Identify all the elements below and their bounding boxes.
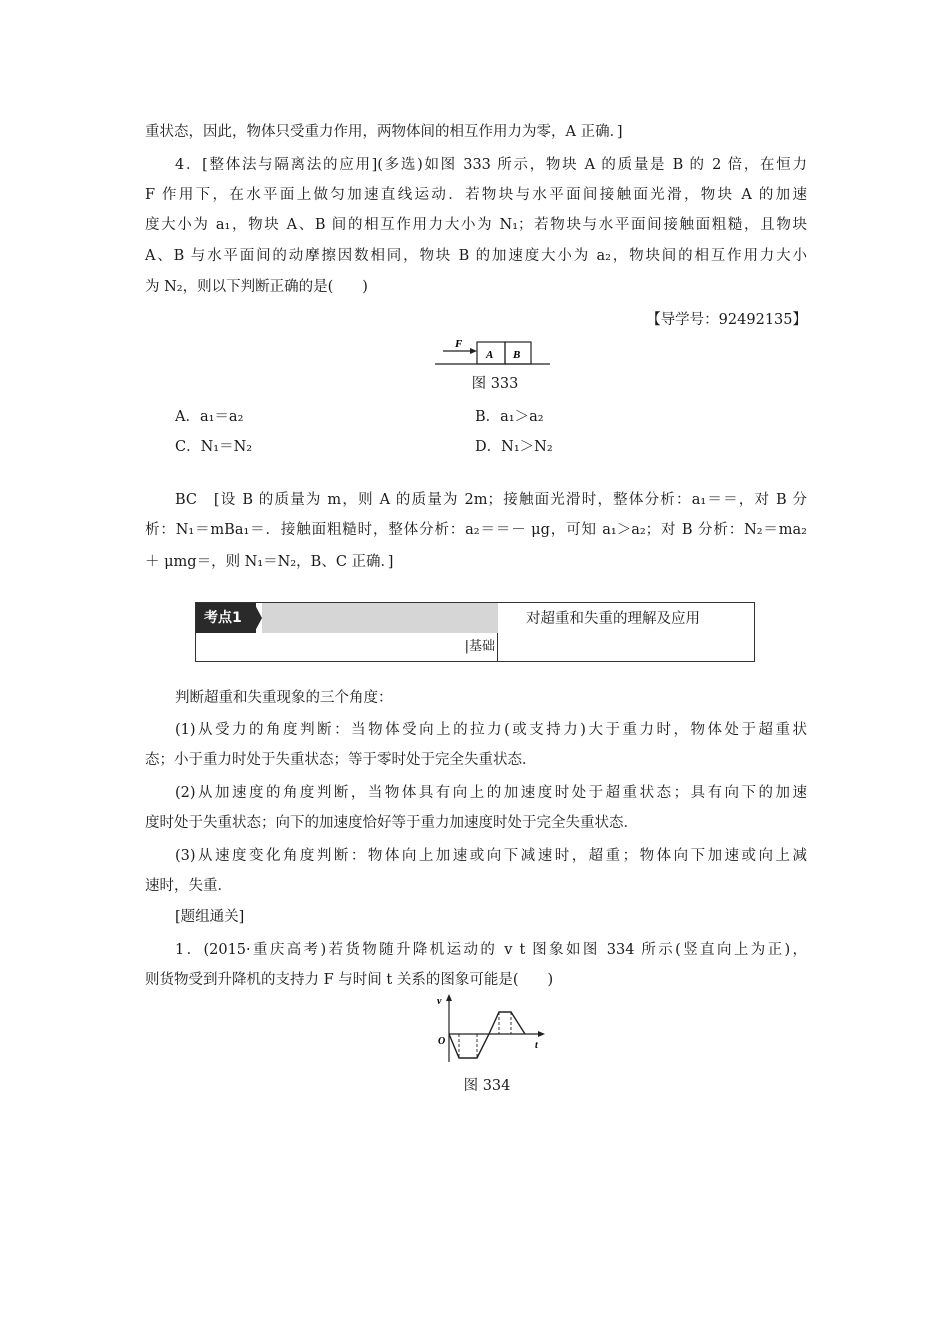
- paragraph-1-line-1: (1)从受力的角度判断：当物体受向上的拉力(或支持力)大于重力时，物体处于超重状: [175, 722, 807, 738]
- t-axis-label: t: [535, 1040, 538, 1051]
- force-label: F: [455, 338, 463, 350]
- block-a-label: A: [486, 349, 494, 361]
- question-4-line-1: 4．[整体法与隔离法的应用](多选)如图 333 所示，物块 A 的质量是 B 的 2 倍，在恒力: [175, 157, 807, 173]
- answer-line-3: ＋ μmg＝，则 N₁＝N₂，B、C 正确．]: [145, 554, 394, 570]
- topic-title: 对超重和失重的理解及应用: [526, 611, 700, 627]
- paragraph-2-line-2: 度时处于失重状态；向下的加速度恰好等于重力加速度时处于完全失重状态．: [145, 815, 638, 831]
- topic-badge: 考点1: [196, 603, 256, 633]
- figure-333-blocks: [435, 336, 555, 368]
- answer-line-2: 析：N₁＝mBa₁＝．接触面粗糙时，整体分析：a₂＝＝－ μg，可知 a₁＞a₂；对 B 分析：N₂＝ma₂: [145, 522, 807, 538]
- text-line-carryover: 重状态，因此，物体只受重力作用，两物体间的相互作用力为零，A 正确．]: [145, 124, 623, 140]
- question-1-line-2: 则货物受到升降机的支持力 F 与时间 t 关系的图象可能是( ): [145, 972, 554, 988]
- topic-badge-arrow: [254, 603, 262, 633]
- block-b-label: B: [513, 349, 521, 361]
- question-4-line-4: A、B 与水平面间的动摩擦因数相同，物块 B 的加速度大小为 a₂，物块间的相互作用力大小: [145, 248, 807, 264]
- topic-level: |基础: [464, 639, 495, 654]
- option-c: C．N₁＝N₂: [175, 439, 253, 455]
- topic-label-area: [196, 603, 498, 661]
- question-1-line-1: 1．(2015·重庆高考)若货物随升降机运动的 v t 图象如图 334 所示(竖直向上为正)，: [175, 942, 807, 958]
- topic-header-box: [195, 602, 755, 662]
- option-d: D．N₁＞N₂: [475, 439, 553, 455]
- origin-label: O: [438, 1036, 446, 1047]
- figure-334-caption: 图 334: [463, 1078, 511, 1094]
- figure-333-caption: 图 333: [471, 376, 519, 392]
- question-4-line-2: F 作用下，在水平面上做匀加速直线运动．若物块与水平面间接触面光滑，物块 A 的加速: [145, 187, 807, 203]
- option-a: A．a₁＝a₂: [175, 409, 244, 425]
- paragraph-2-line-1: (2)从加速度的角度判断，当物体具有向上的加速度时处于超重状态；具有向下的加速: [175, 785, 807, 801]
- topic-gray-bar: [262, 603, 498, 633]
- answer-line-1: BC [设 B 的质量为 m，则 A 的质量为 2m；接触面光滑时，整体分析：a₁＝＝，对 B 分: [175, 492, 807, 508]
- paragraph-intro: 判断超重和失重现象的三个角度：: [175, 690, 393, 706]
- question-4-line-5: 为 N₂，则以下判断正确的是( ): [145, 279, 368, 295]
- guide-number: 【导学号：92492135】: [646, 312, 807, 328]
- figure-334-vt-graph: [425, 992, 550, 1068]
- paragraph-3-line-2: 速时，失重．: [145, 878, 232, 894]
- v-axis-label: v: [437, 996, 442, 1007]
- paragraph-3-line-1: (3)从速度变化角度判断：物体向上加速或向下减速时，超重；物体向下加速或向上减: [175, 848, 807, 864]
- paragraph-1-line-2: 态；小于重力时处于失重状态；等于零时处于完全失重状态．: [145, 752, 537, 768]
- option-b: B．a₁＞a₂: [475, 409, 544, 425]
- question-4-line-3: 度大小为 a₁，物块 A、B 间的相互作用力大小为 N₁；若物块与水平面间接触面粗糙，且物块: [145, 217, 807, 233]
- group-heading: [题组通关]: [175, 909, 245, 925]
